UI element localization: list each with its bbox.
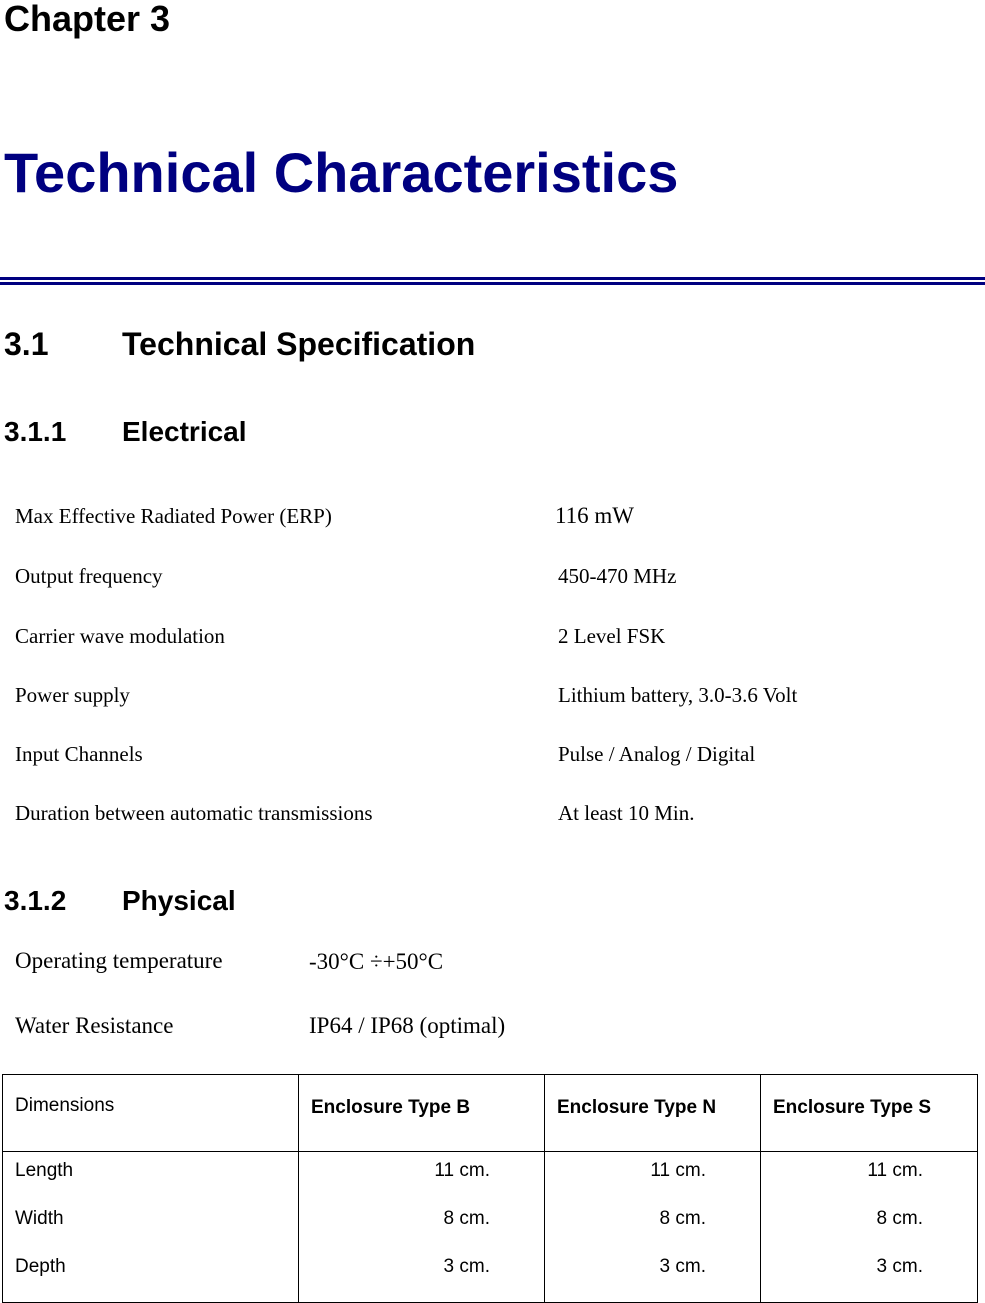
- table-cell: 8 cm.: [659, 1208, 706, 1229]
- table-cell: 11 cm.: [867, 1160, 923, 1181]
- row-label: Depth: [15, 1256, 66, 1277]
- electrical-title: Electrical: [122, 416, 247, 447]
- dimension-labels-cell: [3, 1152, 299, 1303]
- spec-value: 450-470 MHz: [558, 564, 677, 588]
- enclosure-s-values-cell: [761, 1152, 978, 1303]
- physical-title: Physical: [122, 885, 236, 916]
- table-cell: 11 cm.: [650, 1160, 706, 1181]
- row-label: Length: [15, 1160, 74, 1181]
- table-cell: 8 cm.: [876, 1208, 923, 1229]
- chapter-label: Chapter 3: [4, 0, 171, 39]
- table-cell: 8 cm.: [443, 1208, 490, 1229]
- table-row: [3, 1152, 978, 1303]
- spec-value: 2 Level FSK: [558, 624, 666, 648]
- section-number: 3.1: [4, 326, 49, 362]
- spec-label: Max Effective Radiated Power (ERP): [15, 504, 332, 528]
- spec-label: Output frequency: [15, 564, 163, 588]
- dimensions-table: [2, 1074, 978, 1303]
- table-cell: 3 cm.: [876, 1256, 923, 1277]
- spec-label: Duration between automatic transmissions: [15, 801, 373, 825]
- chapter-title: Technical Characteristics: [4, 141, 679, 204]
- section-title: Technical Specification: [122, 326, 476, 362]
- header-enclosure-b: Enclosure Type B: [299, 1075, 545, 1152]
- table-cell: 11 cm.: [434, 1160, 490, 1181]
- spec-label: Water Resistance: [15, 1013, 174, 1038]
- physical-number: 3.1.2: [4, 885, 67, 916]
- spec-label: Carrier wave modulation: [15, 624, 225, 648]
- header-dimensions: Dimensions: [3, 1075, 299, 1152]
- table-header-row: [3, 1075, 978, 1152]
- spec-value: IP64 / IP68 (optimal): [309, 1013, 506, 1038]
- enclosure-n-values-cell: [545, 1152, 761, 1303]
- spec-value: 116 mW: [555, 503, 634, 528]
- spec-value: Pulse / Analog / Digital: [558, 742, 756, 766]
- spec-label: Input Channels: [15, 742, 143, 766]
- enclosure-b-values-cell: [299, 1152, 545, 1303]
- electrical-number: 3.1.1: [4, 416, 67, 447]
- table-cell: 3 cm.: [443, 1256, 490, 1277]
- header-enclosure-n: Enclosure Type N: [545, 1075, 761, 1152]
- title-divider-top: [0, 277, 985, 280]
- header-enclosure-s: Enclosure Type S: [761, 1075, 978, 1152]
- row-label: Width: [15, 1208, 64, 1229]
- title-divider-bottom: [0, 282, 985, 285]
- spec-value: -30°C ÷+50°C: [309, 949, 444, 974]
- spec-label: Power supply: [15, 683, 130, 707]
- table-cell: 3 cm.: [659, 1256, 706, 1277]
- spec-value: At least 10 Min.: [558, 801, 695, 825]
- spec-label: Operating temperature: [15, 948, 223, 973]
- spec-value: Lithium battery, 3.0-3.6 Volt: [558, 683, 798, 707]
